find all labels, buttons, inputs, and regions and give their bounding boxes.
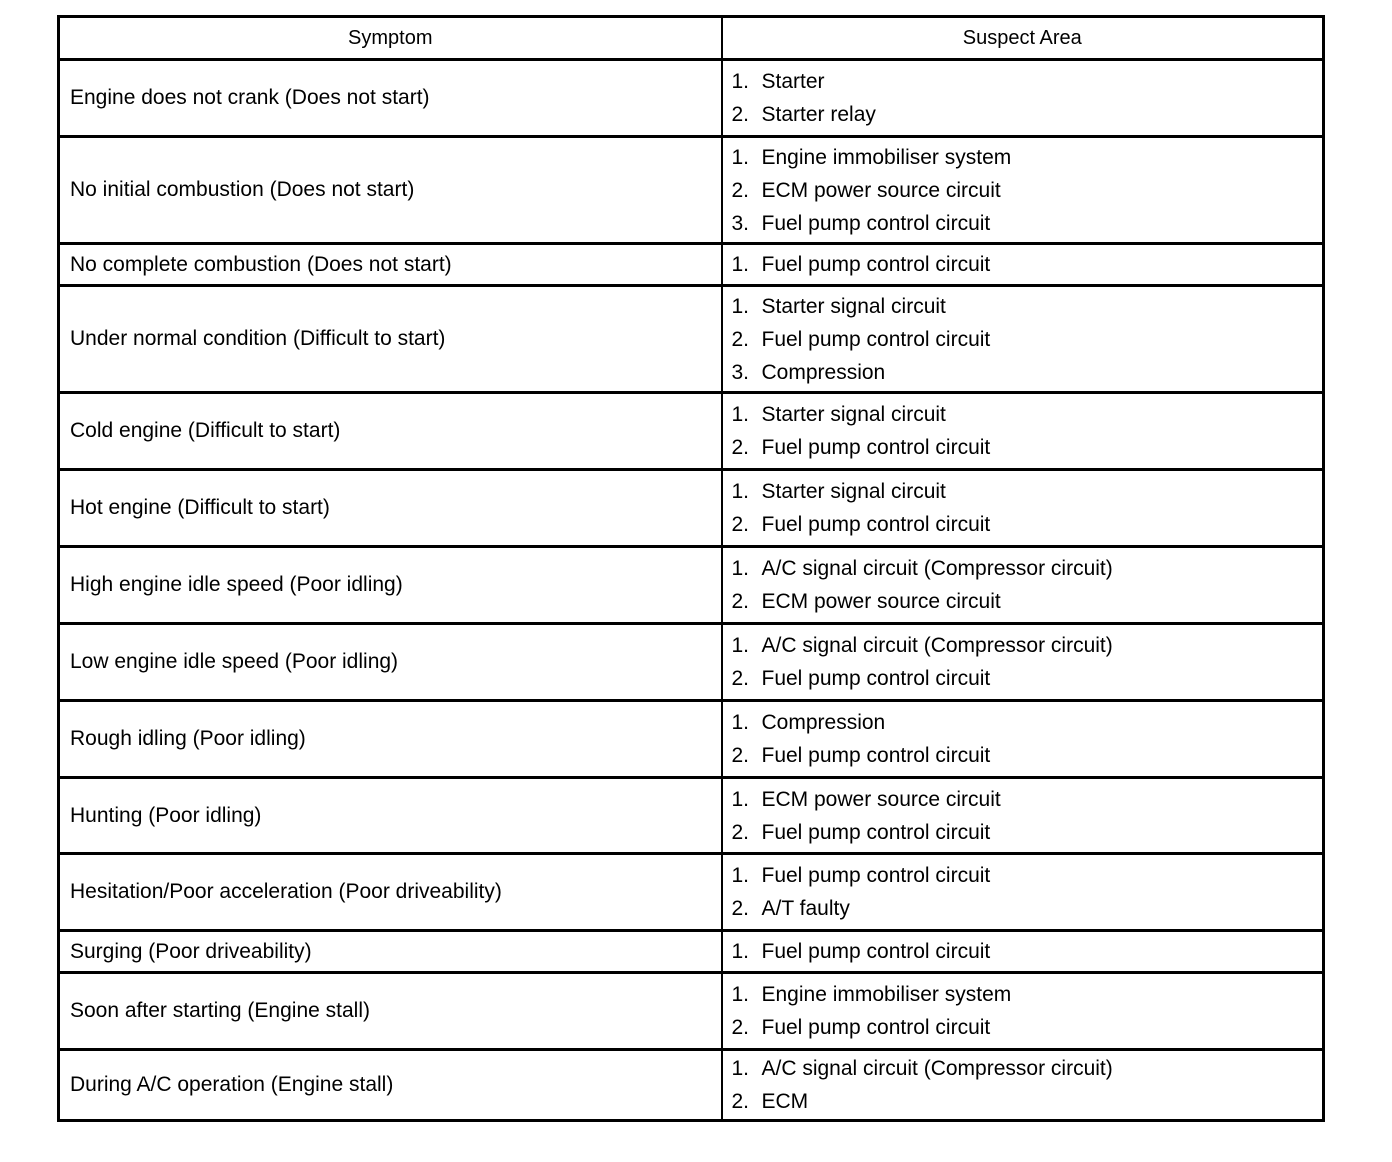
symptom-cell: Rough idling (Poor idling) [59, 701, 722, 778]
suspect-item [732, 783, 1323, 816]
suspect-area-cell [722, 60, 1324, 137]
symptom-cell: Hesitation/Poor acceleration (Poor driveability) [59, 854, 722, 931]
suspect-item-label: Fuel pump control circuit [761, 253, 991, 276]
suspect-item-label: Starter relay [761, 103, 876, 126]
table-row [59, 244, 1324, 286]
table-row [59, 393, 1324, 470]
suspect-item [732, 892, 1323, 925]
suspect-item-label: Fuel pump control circuit [761, 1016, 991, 1039]
suspect-item-label: ECM power source circuit [761, 787, 1001, 811]
suspect-item-number: 2. [731, 103, 750, 126]
table-row [59, 854, 1324, 931]
symptom-cell: Hunting (Poor idling) [59, 778, 722, 854]
suspect-area-cell [722, 547, 1324, 624]
suspect-item-number: 2. [731, 820, 750, 844]
suspect-item-number: 1. [731, 940, 750, 963]
table-row [59, 931, 1324, 973]
symptom-cell: High engine idle speed (Poor idling) [59, 547, 722, 624]
table-row [59, 701, 1324, 778]
suspect-item-number: 1. [731, 787, 750, 811]
suspect-item-label: ECM power source circuit [761, 590, 1001, 613]
table-row [59, 547, 1324, 624]
suspect-item-number: 2. [731, 436, 750, 459]
suspect-item-number: 2. [731, 513, 750, 536]
suspect-item-number: 2. [731, 897, 750, 920]
suspect-item [732, 706, 1323, 739]
suspect-item [732, 508, 1323, 541]
table-row [59, 624, 1324, 701]
suspect-area-cell [722, 393, 1324, 470]
suspect-item-number: 1. [731, 634, 750, 657]
suspect-item-number: 3. [731, 211, 750, 235]
suspect-item-number: 1. [731, 557, 750, 580]
table-row [59, 60, 1324, 137]
suspect-item [732, 935, 1323, 968]
suspect-item-label: Fuel pump control circuit [761, 820, 991, 844]
suspect-item-label: Fuel pump control circuit [761, 436, 991, 459]
suspect-item [732, 248, 1323, 281]
symptom-cell: Cold engine (Difficult to start) [59, 393, 722, 470]
suspect-item-number: 2. [731, 178, 750, 202]
suspect-item-number: 1. [731, 480, 750, 503]
suspect-item-label: Fuel pump control circuit [761, 513, 991, 536]
symptom-cell: Hot engine (Difficult to start) [59, 470, 722, 547]
suspect-item [732, 290, 1323, 323]
symptom-cell: During A/C operation (Engine stall) [59, 1050, 722, 1121]
suspect-item-label: Starter signal circuit [761, 294, 946, 318]
suspect-item-number: 3. [731, 360, 750, 384]
symptom-cell: Surging (Poor driveability) [59, 931, 722, 973]
suspect-area-cell [722, 931, 1324, 973]
table-body [59, 60, 1324, 1121]
suspect-item [732, 207, 1323, 240]
suspect-area-cell [722, 624, 1324, 701]
suspect-area-cell [722, 137, 1324, 244]
table-row [59, 1050, 1324, 1121]
suspect-area-cell [722, 244, 1324, 286]
suspect-item [732, 662, 1323, 695]
suspect-item [732, 739, 1323, 772]
table-row [59, 286, 1324, 393]
symptom-cell: Low engine idle speed (Poor idling) [59, 624, 722, 701]
header-suspect-area: Suspect Area [722, 17, 1324, 60]
suspect-item [732, 98, 1323, 131]
suspect-item [732, 398, 1323, 431]
suspect-item-label: Compression [761, 711, 886, 734]
header-row [59, 17, 1324, 60]
suspect-item-label: Starter signal circuit [761, 403, 946, 426]
suspect-item [732, 431, 1323, 464]
suspect-item [732, 356, 1323, 389]
suspect-item-label: Fuel pump control circuit [761, 211, 991, 235]
suspect-item-number: 1. [731, 145, 750, 169]
suspect-item-number: 2. [731, 1090, 750, 1113]
suspect-area-cell [722, 778, 1324, 854]
header-symptom: Symptom [59, 17, 722, 60]
suspect-item-label: ECM power source circuit [761, 178, 1001, 202]
suspect-item [732, 1085, 1323, 1118]
suspect-item-number: 1. [731, 403, 750, 426]
suspect-item-label: A/C signal circuit (Compressor circuit) [761, 634, 1113, 657]
suspect-item-number: 2. [731, 590, 750, 613]
suspect-item-label: Compression [761, 360, 886, 384]
suspect-item-number: 1. [731, 711, 750, 734]
table-row [59, 778, 1324, 854]
suspect-item-number: 1. [731, 1057, 750, 1080]
symptom-cell: Under normal condition (Difficult to start) [59, 286, 722, 393]
suspect-item [732, 978, 1323, 1011]
suspect-item-label: A/C signal circuit (Compressor circuit) [761, 1057, 1113, 1080]
suspect-item-label: Fuel pump control circuit [761, 744, 991, 767]
suspect-item-number: 1. [731, 253, 750, 276]
suspect-item-number: 2. [731, 744, 750, 767]
suspect-item [732, 816, 1323, 849]
suspect-item-label: Starter signal circuit [761, 480, 946, 503]
suspect-item-label: Fuel pump control circuit [761, 940, 991, 963]
suspect-item-number: 1. [731, 864, 750, 887]
suspect-item-label: Fuel pump control circuit [761, 327, 991, 351]
suspect-area-cell [722, 286, 1324, 393]
suspect-item-label: A/T faulty [761, 897, 850, 920]
suspect-item-label: Fuel pump control circuit [761, 667, 991, 690]
suspect-item-label: Starter [761, 70, 825, 93]
suspect-item-number: 1. [731, 70, 750, 93]
suspect-item [732, 629, 1323, 662]
suspect-area-cell [722, 1050, 1324, 1121]
suspect-item-number: 2. [731, 667, 750, 690]
symptom-cell: Engine does not crank (Does not start) [59, 60, 722, 137]
suspect-item [732, 174, 1323, 207]
symptom-cell: No initial combustion (Does not start) [59, 137, 722, 244]
table-row [59, 973, 1324, 1050]
suspect-item-label: A/C signal circuit (Compressor circuit) [761, 557, 1113, 580]
suspect-item-label: Engine immobiliser system [761, 145, 1012, 169]
suspect-item [732, 141, 1323, 174]
suspect-item [732, 552, 1323, 585]
suspect-item [732, 65, 1323, 98]
symptom-cell: No complete combustion (Does not start) [59, 244, 722, 286]
suspect-item-number: 1. [731, 294, 750, 318]
suspect-item [732, 323, 1323, 356]
symptom-cell: Soon after starting (Engine stall) [59, 973, 722, 1050]
suspect-item-number: 2. [731, 327, 750, 351]
suspect-area-cell [722, 973, 1324, 1050]
suspect-item-number: 2. [731, 1016, 750, 1039]
suspect-item-number: 1. [731, 983, 750, 1006]
suspect-item [732, 859, 1323, 892]
suspect-item [732, 1052, 1323, 1085]
suspect-area-cell [722, 470, 1324, 547]
table-row [59, 137, 1324, 244]
table-row [59, 470, 1324, 547]
suspect-item-label: ECM [761, 1090, 809, 1113]
suspect-item-label: Engine immobiliser system [761, 983, 1012, 1006]
symptom-table [57, 15, 1325, 1122]
suspect-item [732, 1011, 1323, 1044]
suspect-item [732, 475, 1323, 508]
suspect-item [732, 585, 1323, 618]
suspect-area-cell [722, 701, 1324, 778]
suspect-area-cell [722, 854, 1324, 931]
suspect-item-label: Fuel pump control circuit [761, 864, 991, 887]
